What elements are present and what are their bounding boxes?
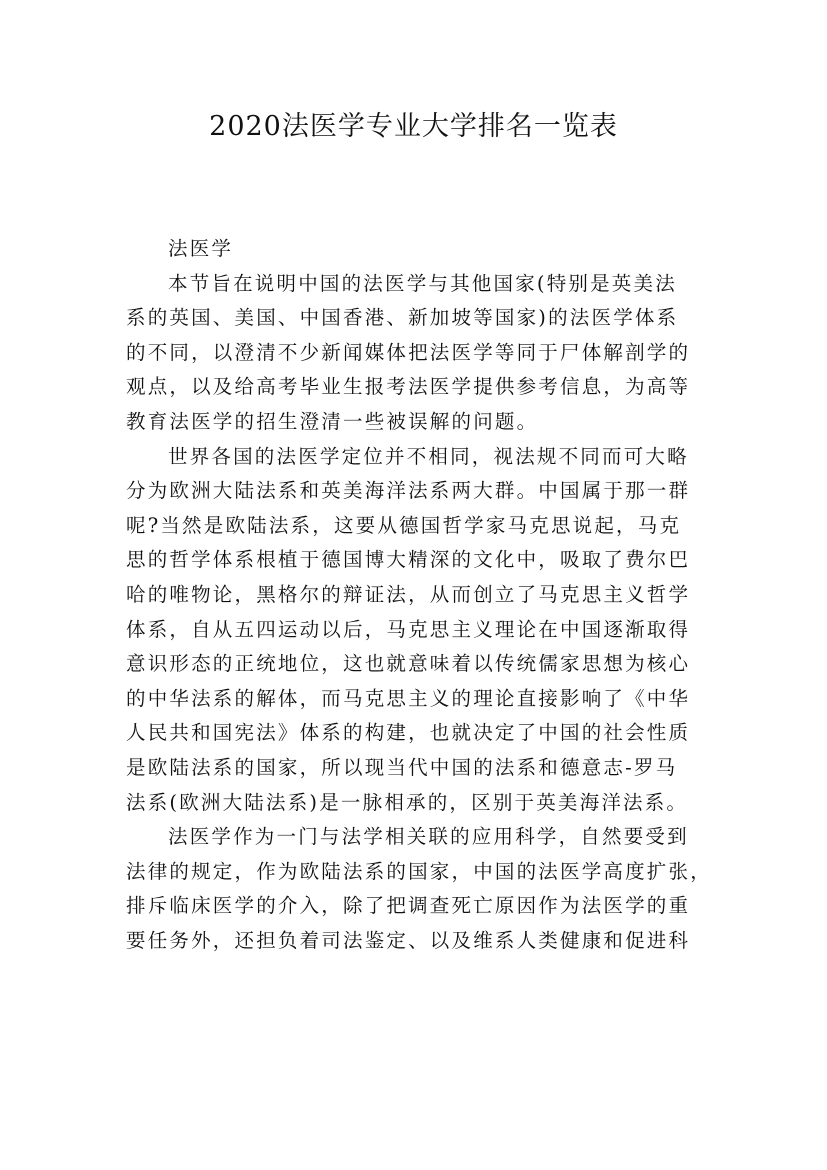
- text-line: 意识形态的正统地位，这也就意味着以传统儒家思想为核心: [126, 652, 691, 676]
- text-line: 分为欧洲大陆法系和英美海洋法系两大群。中国属于那一群: [126, 479, 691, 503]
- page-title: 2020法医学专业大学排名一览表: [209, 111, 618, 142]
- text-line: 法系(欧洲大陆法系)是一脉相承的，区别于英美海洋法系。: [126, 790, 689, 814]
- body-text: [126, 232, 716, 958]
- text-line: 世界各国的法医学定位并不相同，视法规不同而可大略: [168, 444, 689, 468]
- text-line: 思的哲学体系根植于德国博大精深的文化中，吸取了费尔巴: [126, 548, 691, 572]
- text-line: 的中华法系的解体，而马克思主义的理论直接影响了《中华: [126, 686, 691, 710]
- text-line: 法律的规定，作为欧陆法系的国家，中国的法医学高度扩张，: [126, 859, 712, 883]
- text-line: 法医学: [168, 237, 234, 260]
- text-line: 教育法医学的招生澄清一些被误解的问题。: [126, 409, 539, 433]
- text-line: 要任务外，还担负着司法鉴定、以及维系人类健康和促进科: [126, 928, 691, 952]
- text-line: 观点，以及给高考毕业生报考法医学提供参考信息，为高等: [126, 375, 691, 399]
- text-line: 排斥临床医学的介入，除了把调查死亡原因作为法医学的重: [126, 894, 691, 918]
- text-line: 本节旨在说明中国的法医学与其他国家(特别是英美法: [168, 271, 677, 295]
- text-line: 法医学作为一门与法学相关联的应用科学，自然要受到: [168, 825, 689, 849]
- text-line: 系的英国、美国、中国香港、新加坡等国家)的法医学体系: [126, 306, 679, 330]
- text-line: 体系，自从五四运动以后，马克思主义理论在中国逐渐取得: [126, 617, 691, 641]
- text-line: 哈的唯物论，黑格尔的辩证法，从而创立了马克思主义哲学: [126, 582, 691, 606]
- text-line: 的不同，以澄清不少新闻媒体把法医学等同于尸体解剖学的: [126, 340, 691, 364]
- text-line: 呢?当然是欧陆法系，这要从德国哲学家马克思说起，马克: [126, 513, 682, 537]
- text-line: 人民共和国宪法》体系的构建，也就决定了中国的社会性质: [126, 721, 691, 745]
- text-line: 是欧陆法系的国家，所以现当代中国的法系和德意志-罗马: [126, 755, 678, 779]
